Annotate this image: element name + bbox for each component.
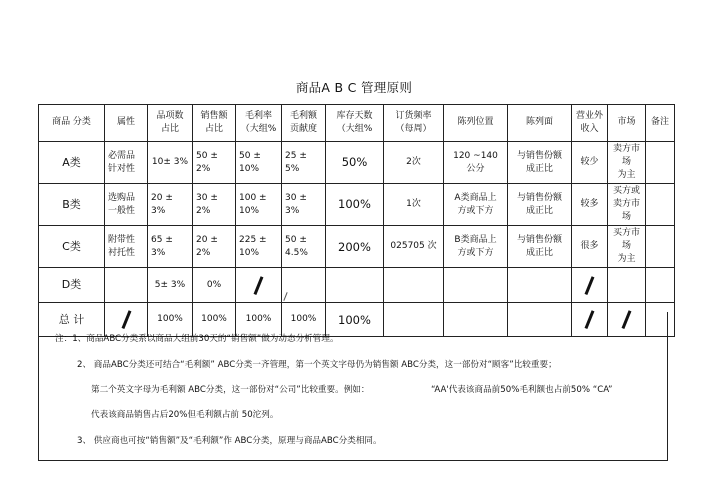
other-income-cell: 很多 (572, 226, 608, 268)
gross-margin-cell: 100% (236, 303, 282, 337)
gross-margin-cell: 225 ± 10% (236, 226, 282, 268)
item-ratio-cell: 20 ± 3% (148, 184, 193, 226)
item-ratio-cell: 5± 3% (148, 268, 193, 303)
remark-cell (646, 226, 675, 268)
attribute-cell: 选购品 一般性 (105, 184, 148, 226)
attribute-cell: 必需品 针对性 (105, 142, 148, 184)
header-cell: 毛利额 贡献度 (282, 105, 326, 142)
sales-ratio-cell: 20 ± 2% (193, 226, 236, 268)
market-cell: 卖方市场 为主 (608, 142, 646, 184)
stock-days-cell: 50% (326, 142, 384, 184)
display-pos-cell: 120 ~140 公分 (444, 142, 508, 184)
category-cell: C类 (39, 226, 105, 268)
remark-cell (646, 268, 675, 303)
table-row (39, 226, 675, 268)
table-row (39, 268, 675, 303)
category-cell: A类 (39, 142, 105, 184)
stock-days-cell: 200% (326, 226, 384, 268)
display-pos-cell: B类商品上 方或下方 (444, 226, 508, 268)
slash-mark (585, 276, 594, 295)
market-cell: 买方或 卖方市 场 (608, 184, 646, 226)
note-line: 2、 商品ABC分类还可结合“毛利额” ABC分类一齐管理，第一个英文字母仍为销售额 ABC分类，这一部份对“顾客”比较重要； (77, 360, 557, 370)
header-cell: 市场 (608, 105, 646, 142)
profit-contrib-cell (282, 268, 326, 303)
note-line: 代表该商品销售占后20%但毛利额占前 50沱列。 (91, 410, 279, 420)
order-freq-cell: 2次 (384, 142, 444, 184)
category-cell: 总 计 (39, 303, 105, 337)
sales-ratio-cell: 0% (193, 268, 236, 303)
market-cell: 买方市场 为主 (608, 226, 646, 268)
header-cell: 订货频率 （每周） (384, 105, 444, 142)
display-face-cell: 与销售份额 成正比 (508, 142, 572, 184)
profit-contrib-cell: 100% (282, 303, 326, 337)
header-cell: 陈列位置 (444, 105, 508, 142)
attribute-cell (105, 268, 148, 303)
slash-mark (254, 276, 263, 295)
display-face-cell (508, 268, 572, 303)
stock-days-cell (326, 268, 384, 303)
other-income-cell: 较多 (572, 184, 608, 226)
slash-mark (283, 293, 287, 302)
remark-cell (646, 184, 675, 226)
header-cell: 商品 分类 (39, 105, 105, 142)
gross-margin-cell (236, 268, 282, 303)
other-income-cell (572, 268, 608, 303)
gross-margin-cell: 50 ± 10% (236, 142, 282, 184)
page-title: 商品A B C 管理原则 (295, 80, 413, 95)
header-cell: 备注 (646, 105, 675, 142)
profit-contrib-cell: 25 ± 5% (282, 142, 326, 184)
category-cell: D类 (39, 268, 105, 303)
note-line: “AA'代表该商品前50%毛利额也占前50% “CA” (431, 385, 613, 395)
sales-ratio-cell: 50 ± 2% (193, 142, 236, 184)
profit-contrib-cell: 50 ± 4.5% (282, 226, 326, 268)
header-cell: 品项数 占比 (148, 105, 193, 142)
stock-days-cell: 100% (326, 303, 384, 337)
notes-box (38, 312, 668, 461)
item-ratio-cell: 65 ± 3% (148, 226, 193, 268)
order-freq-cell: 1次 (384, 184, 444, 226)
order-freq-cell: 025705 次 (384, 226, 444, 268)
profit-contrib-cell: 30 ± 3% (282, 184, 326, 226)
header-cell: 库存天数 （大组% (326, 105, 384, 142)
gross-margin-cell: 100 ± 10% (236, 184, 282, 226)
header-cell: 毛利率 （大组% (236, 105, 282, 142)
header-row (39, 105, 675, 142)
order-freq-cell (384, 268, 444, 303)
sales-ratio-cell: 30 ± 2% (193, 184, 236, 226)
item-ratio-cell: 100% (148, 303, 193, 337)
header-cell: 营业外 收入 (572, 105, 608, 142)
display-pos-cell: A类商品上 方或下方 (444, 184, 508, 226)
display-pos-cell (444, 268, 508, 303)
category-cell: B类 (39, 184, 105, 226)
sales-ratio-cell: 100% (193, 303, 236, 337)
note-line: 注：1、商品ABC分类系以商品大组前30天的“销售额”做为动态分析管理。 (55, 334, 339, 344)
item-ratio-cell: 10± 3% (148, 142, 193, 184)
remark-cell (646, 142, 675, 184)
note-line: 第二个英文字母为毛利额 ABC分类，这一部份对“公司”比较重要。例如： (91, 385, 370, 395)
market-cell (608, 268, 646, 303)
note-line: 3、 供应商也可按“销售额”及“毛利额”作 ABC分类，原理与商品ABC分类相同。 (77, 436, 382, 446)
attribute-cell: 附带性 衬托性 (105, 226, 148, 268)
stock-days-cell: 100% (326, 184, 384, 226)
display-face-cell: 与销售份额 成正比 (508, 184, 572, 226)
table-row (39, 142, 675, 184)
header-cell: 销售额 占比 (193, 105, 236, 142)
display-face-cell: 与销售份额 成正比 (508, 226, 572, 268)
other-income-cell: 较少 (572, 142, 608, 184)
header-cell: 属性 (105, 105, 148, 142)
table-row (39, 184, 675, 226)
header-cell: 陈列面 (508, 105, 572, 142)
abc-table (38, 104, 675, 337)
